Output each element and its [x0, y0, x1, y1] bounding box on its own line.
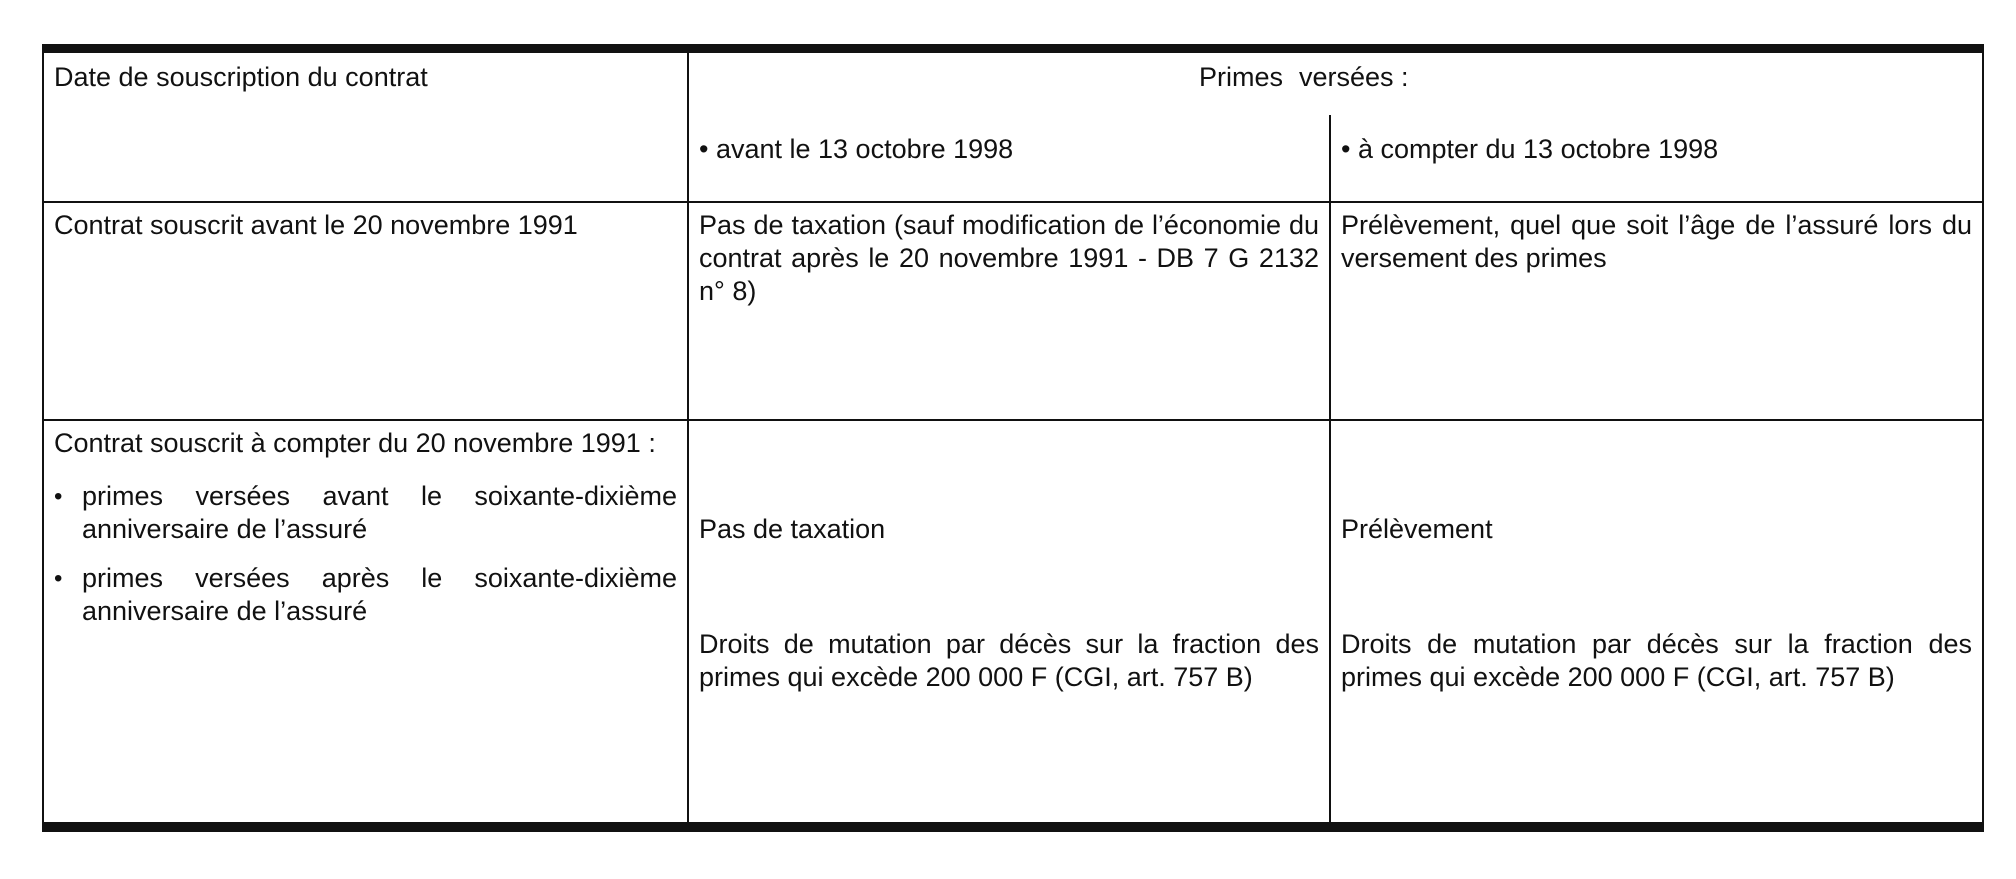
header-primes-label-1: Primes [1199, 62, 1284, 92]
subheader-before-cell [688, 115, 1330, 202]
row2-item1-col2-text: Pas de taxation [699, 514, 886, 545]
row2-col2-cell [688, 420, 1330, 827]
header-date-cell [43, 49, 688, 203]
row2-item2-col1-text: primes versées après le soixante-dixième anniversaire de l’assuré [82, 563, 677, 627]
row2-item1-col1-text: primes versées avant le soixante-dixième anniversaire de l’assuré [82, 481, 677, 545]
header-date-label: Date de souscription du contrat [54, 62, 428, 92]
list-item [54, 562, 677, 628]
row2-col1-cell [43, 420, 688, 827]
header-primes-cell [688, 49, 1983, 115]
subheader-after-cell [1330, 115, 1983, 202]
table-row [43, 420, 1983, 827]
row1-col1-cell [43, 202, 688, 420]
table-header-row [43, 49, 1983, 115]
row2-item2-col3-text: Droits de mutation par décès sur la fraction des primes qui excède 200 000 F (CGI, art. 757 B) [1341, 629, 1972, 693]
row2-item2-col2-text: Droits de mutation par décès sur la fraction des primes qui excède 200 000 F (CGI, art. 757 B) [699, 629, 1319, 693]
header-primes-label-2: versées : [1299, 62, 1409, 92]
subheader-before-label: • avant le 13 octobre 1998 [699, 133, 1014, 164]
table-row [43, 202, 1983, 420]
bullet-icon: • [54, 483, 63, 511]
row2-item1-col3-text: Prélèvement [1341, 514, 1493, 545]
row1-col1-text: Contrat souscrit avant le 20 novembre 1991 [54, 210, 578, 241]
row1-col2-cell [688, 202, 1330, 420]
row1-col3-cell [1330, 202, 1983, 420]
bullet-icon: • [54, 565, 63, 593]
row1-col3-text: Prélèvement, quel que soit l’âge de l’assuré lors du versement des primes [1341, 210, 1972, 274]
row1-col2-text: Pas de taxation (sauf modification de l’économie du contrat après le 20 novembre 1991 - DB 7 G 2132 n° 8) [699, 210, 1319, 307]
subheader-after-label: • à compter du 13 octobre 1998 [1341, 133, 1719, 164]
row2-col3-cell [1330, 420, 1983, 827]
tax-table [42, 44, 1984, 832]
row2-col1-intro: Contrat souscrit à compter du 20 novembre 1991 : [54, 428, 656, 459]
list-item [54, 480, 677, 546]
